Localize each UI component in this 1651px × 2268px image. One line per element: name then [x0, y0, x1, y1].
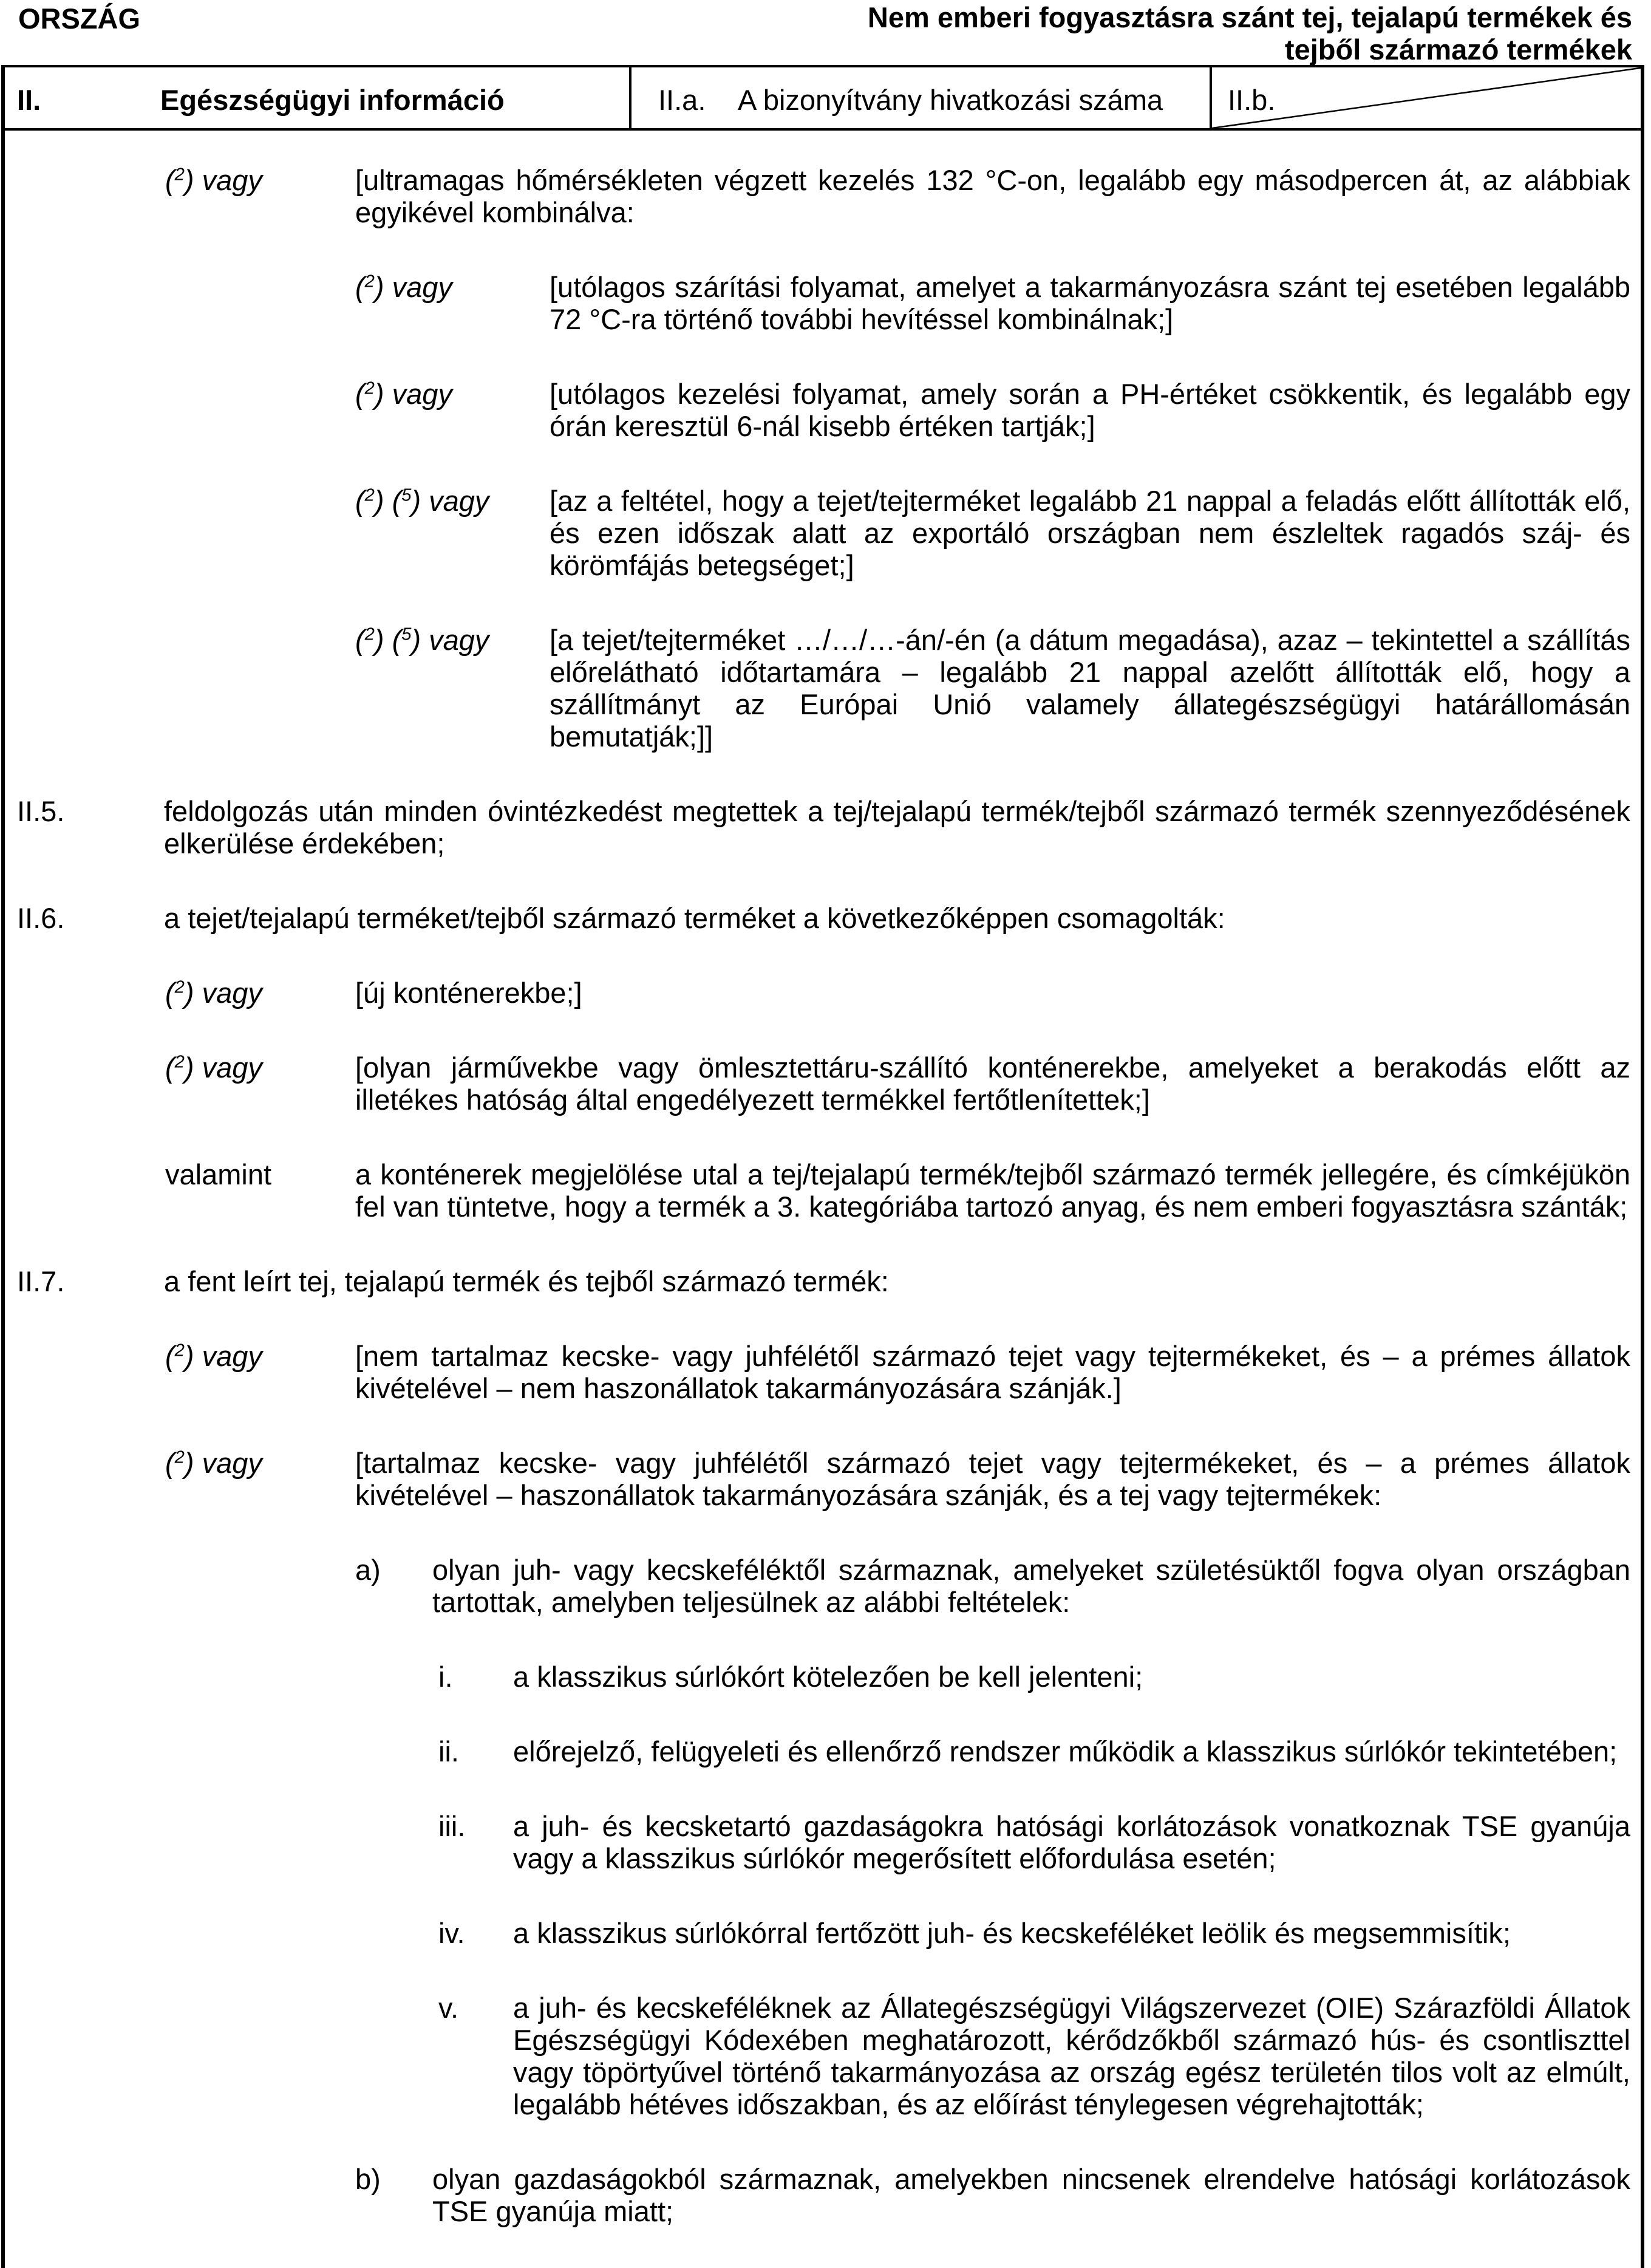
- clause-text: [új konténerekbe;]: [355, 977, 582, 1009]
- clause-label: ($^2$) vagy: [355, 378, 452, 410]
- clause-row: [0, 977, 1651, 1009]
- clause-row: [0, 1810, 1651, 1874]
- clause-text: [olyan járművekbe vagy ömlesztettáru-szállító konténerekbe, amelyeket a berakodás előtt az illetékes hatóság által engedélyezett termékkel fertőtlenítettek;]: [355, 1051, 1630, 1116]
- clause-text: olyan juh- vagy kecskeféléktől származnak, amelyeket születésüktől fogva olyan országban tartottak, amelyben teljesülnek az alábbi feltételek:: [432, 1554, 1630, 1618]
- clause-label: ($^2$) vagy: [165, 1340, 262, 1372]
- certificate-reference-cell: [629, 67, 1210, 128]
- clause-text: [utólagos szárítási folyamat, amelyet a takarmányozásra szánt tej esetében legalább 72 °C-ra történő további hevítéssel kombinálnak;]: [550, 271, 1630, 335]
- clause-label: v.: [438, 1992, 459, 2024]
- clause-label: b): [355, 2163, 381, 2195]
- clause-row: [0, 271, 1651, 335]
- clause-text: a juh- és kecsketartó gazdaságokra hatósági korlátozások vonatkoznak TSE gyanúja vagy a klasszikus súrlókór megerősített előfordulása esetén;: [513, 1810, 1630, 1874]
- diagonal-strikethrough-line: [1212, 67, 1644, 128]
- clause-row: [0, 1917, 1651, 1949]
- section-number: II.b.: [1228, 84, 1276, 116]
- clause-label: ($^2$) vagy: [165, 977, 262, 1009]
- section-label: A bizonyítvány hivatkozási száma: [738, 84, 1163, 116]
- table-header-row: [1, 65, 1644, 131]
- clause-text: [utólagos kezelési folyamat, amely során a PH-értéket csökkentik, és legalább egy órán keresztül 6-nál kisebb értéken tartják;]: [550, 378, 1630, 442]
- section-number: II.: [17, 84, 41, 116]
- clause-label: II.5.: [17, 795, 65, 827]
- iib-cell: [1210, 67, 1644, 128]
- clause-row: [0, 378, 1651, 442]
- clause-label: i.: [438, 1661, 453, 1693]
- clause-label: ($^2$) ($^5$) vagy: [355, 485, 489, 517]
- clause-label: ($^2$) ($^5$) vagy: [355, 624, 489, 656]
- clause-label: ii.: [438, 1735, 459, 1768]
- section-label: Egészségügyi információ: [160, 84, 505, 116]
- clause-row: [0, 485, 1651, 581]
- clause-text: [a tejet/tejterméket …/…/…-án/-én (a dátum megadása), azaz – tekintettel a szállítás előrelátható időtartamára – legalább 21 nappal azelőtt állították elő, hogy a szállítmányt az Európai Unió valamely állategészségügyi határállomásán bemutatják;]]: [550, 624, 1630, 753]
- clause-text: [ultramagas hőmérsékleten végzett kezelés 132 °C-on, legalább egy másodpercen át, az alábbiak egyikével kombinálva:: [355, 164, 1630, 228]
- certificate-body: [0, 131, 1651, 2268]
- clause-row: [0, 2163, 1651, 2227]
- clause-text: [nem tartalmaz kecske- vagy juhfélétől származó tejet vagy tejtermékeket, és – a prémes állatok kivételével – nem haszonállatok takarmányozására szánják.]: [355, 1340, 1630, 1404]
- clause-text: a tejet/tejalapú terméket/tejből származó terméket a következőképpen csomagolták:: [164, 902, 1225, 934]
- clause-row: [0, 1661, 1651, 1693]
- clause-label: valamint: [165, 1158, 272, 1190]
- clause-text: a juh- és kecskeféléknek az Állategészségügyi Világszervezet (OIE) Szárazföldi Állatok Egészségügyi Kódexében meghatározott, kérődzőkből származó hús- és csontliszttel vagy töpörtyűvel történő takarmányozása az ország egész területén tilos volt az elmúlt, legalább hétéves időszakban, és az előírást ténylegesen végrehajtották;: [513, 1992, 1630, 2120]
- clause-row: [0, 164, 1651, 228]
- clause-row: [0, 902, 1651, 934]
- clause-text: olyan gazdaságokból származnak, amelyekben nincsenek elrendelve hatósági korlátozások TSE gyanúja miatt;: [432, 2163, 1630, 2227]
- clause-label: II.7.: [17, 1265, 65, 1297]
- clause-row: [0, 1340, 1651, 1404]
- country-heading: ORSZÁG: [18, 2, 141, 35]
- clause-label: ($^2$) vagy: [165, 164, 262, 196]
- clause-label: ($^2$) vagy: [165, 1447, 262, 1479]
- clause-row: [0, 1051, 1651, 1116]
- clause-text: a klasszikus súrlókórral fertőzött juh- és kecskeféléket leölik és megsemmisítik;: [513, 1917, 1511, 1949]
- clause-label: ($^2$) vagy: [165, 1051, 262, 1084]
- clause-row: [0, 624, 1651, 753]
- clause-text: a fent leírt tej, tejalapú termék és tejből származó termék:: [164, 1265, 889, 1297]
- clause-label: II.6.: [17, 902, 65, 934]
- clause-row: [0, 1992, 1651, 2120]
- clause-label: iv.: [438, 1917, 465, 1949]
- clause-row: [0, 1735, 1651, 1768]
- clause-row: [0, 1447, 1651, 1511]
- health-information-cell: [1, 67, 629, 128]
- clause-text: feldolgozás után minden óvintézkedést megtettek a tej/tejalapú termék/tejből származó termék szennyeződésének elkerülése érdekében;: [164, 795, 1630, 859]
- clause-text: a klasszikus súrlókórt kötelezően be kell jelenteni;: [513, 1661, 1143, 1693]
- clause-label: iii.: [438, 1810, 466, 1842]
- clause-row: [0, 1554, 1651, 1618]
- document-title: Nem emberi fogyasztásra szánt tej, tejalapú termékek és tejből származó termékek: [867, 1, 1632, 66]
- clause-text: előrejelző, felügyeleti és ellenőrző rendszer működik a klasszikus súrlókór tekintetében;: [513, 1735, 1618, 1768]
- section-number: II.a.: [658, 84, 706, 116]
- clause-text: a konténerek megjelölése utal a tej/tejalapú termék/tejből származó termék jellegére, és címkéjükön fel van tüntetve, hogy a termék a 3. kategóriába tartozó anyag, és nem emberi fogyasztásra szánták;: [355, 1158, 1630, 1223]
- clause-row: [0, 1265, 1651, 1297]
- clause-text: [az a feltétel, hogy a tejet/tejterméket legalább 21 nappal a feladás előtt állították elő, és ezen időszak alatt az exportáló országban nem észleltek ragadós száj- és körömfájás betegséget;]: [550, 485, 1630, 581]
- clause-label: a): [355, 1554, 381, 1586]
- clause-row: [0, 1158, 1651, 1223]
- clause-text: [tartalmaz kecske- vagy juhfélétől származó tejet vagy tejtermékeket, és – a prémes állatok kivételével – haszonállatok takarmányozására szánják, és a tej vagy tejtermékek:: [355, 1447, 1630, 1511]
- clause-row: [0, 795, 1651, 859]
- clause-label: ($^2$) vagy: [355, 271, 452, 303]
